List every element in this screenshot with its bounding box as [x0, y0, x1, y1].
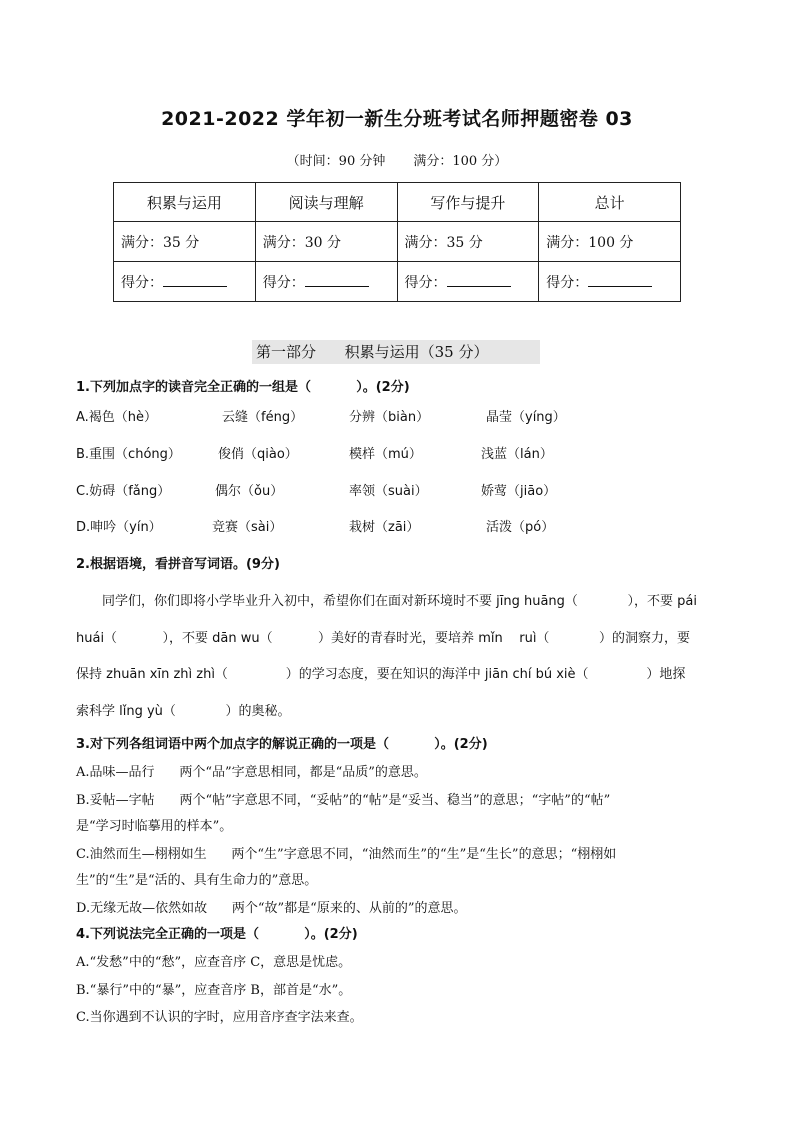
- exam-full-marks: 满分：100 分）: [413, 154, 508, 169]
- q1-stem: 1.下列加点字的读音完全正确的一组是（ ）。(2分): [76, 380, 410, 395]
- score-blank[interactable]: [305, 274, 369, 287]
- q1-option-item: 浅蓝（lán）: [481, 447, 553, 462]
- score-got-cell[interactable]: [397, 262, 539, 302]
- header-cell: 写作与提升: [397, 183, 539, 222]
- exam-meta: [0, 150, 794, 169]
- q1-option-item: 栽树（zāi）: [349, 520, 420, 535]
- score-blank[interactable]: [588, 274, 652, 287]
- q3-option-line: B.妥帖—字帖 两个“帖”字意思不同，“妥帖”的“帖”是“妥当、稳当”的意思；“字帖”的“帖”: [76, 793, 611, 808]
- q4-option-line: A.“发愁”中的“愁”，应查音序 C，意思是忧虑。: [76, 955, 352, 970]
- q1-option-item: 偶尔（ǒu）: [215, 484, 284, 499]
- q4-option-line: B.“暴行”中的“暴”，应查音序 B，部首是“水”。: [76, 983, 352, 998]
- q2-passage-line: huái（ ），不要 dān wu（ ）美好的青春时光，要培养 mǐn ruì（ ）的洞察力，要: [76, 631, 691, 646]
- score-table: [113, 182, 681, 302]
- exam-time: （时间：90 分钟: [286, 154, 386, 169]
- header-cell: 总计: [539, 183, 681, 222]
- q1-option-item: 分辨（biàn）: [349, 410, 430, 425]
- score-blank[interactable]: [163, 274, 227, 287]
- score-blank[interactable]: [447, 274, 511, 287]
- exam-title: 2021-2022 学年初一新生分班考试名师押题密卷 03: [161, 108, 633, 130]
- q2-passage-line: 索科学 lǐng yù（ ）的奥秘。: [76, 704, 291, 719]
- score-got-cell[interactable]: [539, 262, 681, 302]
- q1-option-item: C.妨碍（fǎng）: [76, 484, 171, 499]
- q2-passage-line: 保持 zhuān xīn zhì zhì（ ）的学习态度，要在知识的海洋中 jiān chí bú xiè（ ）地探: [76, 667, 686, 682]
- q1-option-item: 晶莹（yíng）: [486, 410, 566, 425]
- score-got-cell[interactable]: [255, 262, 397, 302]
- q3-option-line: 生”的“生”是“活的、具有生命力的”意思。: [76, 873, 318, 888]
- header-cell: 阅读与理解: [255, 183, 397, 222]
- q1-option-item: D.呻吟（yín）: [76, 520, 162, 535]
- q1-option-item: 娇莺（jiāo）: [481, 484, 557, 499]
- full-marks-cell: 满分：30 分: [255, 222, 397, 262]
- score-got-label: 得分：: [404, 274, 447, 291]
- q1-option-item: 率领（suài）: [349, 484, 428, 499]
- full-marks-cell: 满分：35 分: [397, 222, 539, 262]
- q1-option-item: 活泼（pó）: [486, 520, 555, 535]
- part-one-heading: 第一部分 积累与运用（35 分）: [252, 340, 540, 364]
- score-got-label: 得分：: [262, 274, 305, 291]
- q1-option-item: 云缝（féng）: [222, 410, 304, 425]
- score-got-row: [114, 262, 681, 302]
- q3-stem: 3.对下列各组词语中两个加点字的解说正确的一项是（ ）。(2分): [76, 737, 488, 752]
- score-header-row: [114, 183, 681, 222]
- full-marks-cell: 满分：35 分: [114, 222, 256, 262]
- q3-option-line: A.品味—品行 两个“品”字意思相同，都是“品质”的意思。: [76, 765, 427, 780]
- q1-option-item: 模样（mú）: [349, 447, 422, 462]
- q1-option-item: 竞赛（sài）: [212, 520, 283, 535]
- full-marks-row: [114, 222, 681, 262]
- q1-option-item: 俊俏（qiào）: [218, 447, 298, 462]
- score-got-label: 得分：: [546, 274, 589, 291]
- q1-option-item: A.褐色（hè）: [76, 410, 158, 425]
- header-cell: 积累与运用: [114, 183, 256, 222]
- q4-stem: 4.下列说法完全正确的一项是（ ）。(2分): [76, 927, 358, 942]
- q3-option-line: 是“学习时临摹用的样本”。: [76, 819, 233, 834]
- full-marks-cell: 满分：100 分: [539, 222, 681, 262]
- score-got-label: 得分：: [121, 274, 163, 291]
- q4-option-line: C.当你遇到不认识的字时，应用音序查字法来查。: [76, 1010, 363, 1025]
- q2-stem: 2.根据语境，看拼音写词语。(9分): [76, 557, 280, 572]
- q3-option-line: C.油然而生—栩栩如生 两个“生”字意思不同，“油然而生”的“生”是“生长”的意思；“栩栩如: [76, 847, 617, 862]
- q2-passage-line: 同学们，你们即将小学毕业升入初中，希望你们在面对新环境时不要 jīng huāng（ ），不要 pái: [102, 594, 697, 609]
- q3-option-line: D.无缘无故—依然如故 两个“故”都是“原来的、从前的”的意思。: [76, 901, 467, 916]
- score-got-cell[interactable]: [114, 262, 256, 302]
- q1-option-item: B.重围（chóng）: [76, 447, 181, 462]
